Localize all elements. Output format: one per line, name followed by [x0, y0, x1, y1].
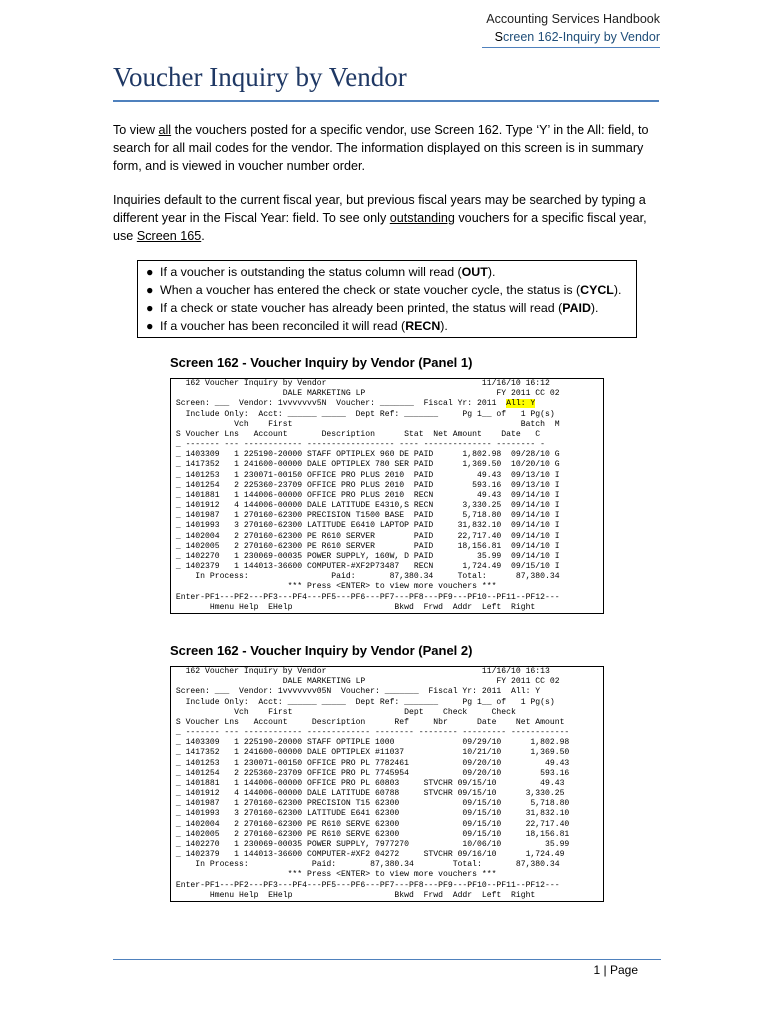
section-title	[486, 28, 660, 46]
panel2-line: _ 1401881 1 144006-00000 OFFICE PRO PL 60803 STVCHR 09/15/10 49.43	[171, 778, 565, 788]
panel1-line: _ 1401987 1 270160-62300 PRECISION T1500 BASE PAID 5,718.80 09/14/10 I	[171, 511, 560, 521]
intro-emphasis-all: all	[158, 123, 172, 137]
panel1-line: _ 1401253 1 230071-00150 OFFICE PRO PLUS 2010 PAID 49.43 09/13/10 I	[171, 470, 560, 480]
panel1-line: Hmenu Help EHelp Bkwd Frwd Addr Left Right	[171, 602, 536, 612]
bullet-text-end: ).	[613, 283, 622, 297]
fiscal-emphasis-outstanding: outstanding	[389, 211, 455, 225]
bullet-text-end: ).	[590, 301, 599, 315]
bullet-icon: ●	[146, 301, 154, 315]
panel2-line: _ ------- --- ------------ ------------- -------- -------- --------- ------------	[171, 728, 570, 738]
status-code: OUT	[461, 265, 488, 279]
fiscal-text-c: .	[201, 229, 205, 243]
panel2-line: _ 1402379 1 144013-36600 COMPUTER-#XF2 04272 STVCHR 09/16/10 1,724.49	[171, 850, 565, 860]
panel1-line: S Voucher Lns Account Description Stat Net Amount Date C	[171, 429, 541, 439]
bullet-item	[146, 281, 630, 299]
bullet-item	[146, 299, 630, 317]
bullet-text: When a voucher has entered the check or state voucher cycle, the status is (	[160, 283, 581, 297]
bullet-icon: ●	[146, 319, 154, 333]
panel2-line: _ 1401987 1 270160-62300 PRECISION T15 62300 09/15/10 5,718.80	[171, 799, 570, 809]
panel2-line: DALE MARKETING LP FY 2011 CC 02	[171, 677, 560, 687]
status-code: PAID	[562, 301, 591, 315]
panel2-line: _ 1401993 3 270160-62300 LATITUDE E641 62300 09/15/10 31,832.10	[171, 809, 570, 819]
panel2-line: 162 Voucher Inquiry by Vendor 11/16/10 16:13	[171, 667, 550, 676]
panel2-line: _ 1401253 1 230071-00150 OFFICE PRO PL 7782461 09/20/10 49.43	[171, 758, 570, 768]
bullet-text: If a check or state voucher has already been printed, the status will read (	[160, 301, 563, 315]
fiscal-text-a: Inquiries default to the current fiscal year, but previous fiscal years may be searched by typing a different year in the Fiscal Year: field. To see only	[113, 193, 646, 225]
section-title-initial: S	[494, 30, 503, 44]
panel1-line: Enter-PF1---PF2---PF3---PF4---PF5---PF6---PF7---PF8---PF9---PF10--PF11--PF12---	[171, 592, 560, 602]
panel2-line: _ 1417352 1 241600-00000 DALE OPTIPLEX #11037 10/21/10 1,369.50	[171, 748, 570, 758]
panel2-line: Include Only: Acct: ______ _____ Dept Ref: _______ Pg 1__ of 1 Pg(s)	[171, 697, 555, 707]
handbook-title: Accounting Services Handbook	[486, 12, 660, 26]
page-number: 1 | Page	[593, 963, 638, 977]
panel2-line: In Process: Paid: 87,380.34 Total: 87,380.34	[171, 860, 560, 870]
panel1-line: _ ------- --- ------------ ------------------ ---- -------------- -------- -	[171, 440, 545, 450]
panel1-line: *** Press <ENTER> to view more vouchers ***	[171, 582, 497, 592]
panel1-line: _ 1401881 1 144006-00000 OFFICE PRO PLUS 2010 RECN 49.43 09/14/10 I	[171, 490, 560, 500]
bullet-text-end: ).	[440, 319, 448, 333]
screen-165-link[interactable]: Screen 165	[136, 229, 202, 243]
panel2-line: Vch First Dept Check Check	[171, 707, 516, 717]
panel1-line: _ 1403309 1 225190-20000 STAFF OPTIPLEX 960 DE PAID 1,802.98 09/28/10 G	[171, 450, 560, 460]
panel1-line: _ 1402005 2 270160-62300 PE R610 SERVER PAID 18,156.81 09/14/10 I	[171, 541, 560, 551]
panel1-line: _ 1401912 4 144006-00000 DALE LATITUDE E4310,S RECN 3,330.25 09/14/10 I	[171, 501, 560, 511]
panel2-line: Screen: ___ Vendor: 1vvvvvvv05N Voucher: _______ Fiscal Yr: 2011 All: Y	[171, 687, 541, 697]
panel2-line: _ 1401912 4 144006-00000 DALE LATITUDE 60788 STVCHR 09/15/10 3,330.25	[171, 789, 565, 799]
panel2-line: S Voucher Lns Account Description Ref Nbr Date Net Amount	[171, 717, 565, 727]
section-title-rest: creen 162-Inquiry by Vendor	[502, 30, 660, 44]
all-field-highlight: All: Y	[506, 399, 536, 409]
panel2-line: _ 1402005 2 270160-62300 PE R610 SERVE 62300 09/15/10 18,156.81	[171, 829, 570, 839]
bullet-item	[146, 263, 630, 281]
panel1-line: _ 1402004 2 270160-62300 PE R610 SERVER PAID 22,717.40 09/14/10 I	[171, 531, 560, 541]
panel1-line: _ 1402270 1 230069-00035 POWER SUPPLY, 160W, D PAID 35.99 09/14/10 I	[171, 551, 560, 561]
bullet-icon: ●	[146, 265, 154, 279]
panel1-line: _ 1402379 1 144013-36600 COMPUTER-#XF2P73487 RECN 1,724.49 09/15/10 I	[171, 562, 560, 572]
bullet-icon: ●	[146, 283, 154, 297]
bullet-item	[146, 317, 630, 335]
panel2-terminal-screen	[170, 666, 604, 902]
page-title: Voucher Inquiry by Vendor	[113, 62, 407, 92]
panel1-line: _ 1401993 3 270160-62300 LATITUDE E6410 LAPTOP PAID 31,832.10 09/14/10 I	[171, 521, 560, 531]
bullet-text-end: ).	[487, 265, 496, 279]
status-code: CYCL	[580, 283, 614, 297]
panel1-line: Screen: ___ Vendor: 1vvvvvvv5N Voucher: _______ Fiscal Yr: 2011 All: Y	[171, 399, 536, 409]
panel1-caption: Screen 162 - Voucher Inquiry by Vendor (Panel 1)	[170, 355, 473, 370]
footer-divider	[113, 959, 661, 960]
panel1-line: Include Only: Acct: ______ _____ Dept Ref: _______ Pg 1__ of 1 Pg(s)	[171, 409, 555, 419]
status-bullet-box	[137, 260, 637, 338]
panel1-line: In Process: Paid: 87,380.34 Total: 87,380.34	[171, 572, 560, 582]
header-divider	[482, 47, 660, 48]
panel1-line: 162 Voucher Inquiry by Vendor 11/16/10 16:12	[171, 379, 550, 388]
panel2-line: _ 1402270 1 230069-00035 POWER SUPPLY, 7977270 10/06/10 35.99	[171, 839, 570, 849]
fiscal-text-b: vouchers for a specific fiscal year, use	[113, 211, 647, 243]
panel1-line: _ 1401254 2 225360-23709 OFFICE PRO PLUS 2010 PAID 593.16 09/13/10 I	[171, 480, 560, 490]
panel2-line: _ 1401254 2 225360-23709 OFFICE PRO PL 7745954 09/20/10 593.16	[171, 768, 570, 778]
panel1-line: _ 1417352 1 241600-00000 DALE OPTIPLEX 780 SER PAID 1,369.50 10/20/10 G	[171, 460, 560, 470]
page-header	[486, 10, 660, 46]
bullet-text: If a voucher has been reconciled it will read (	[160, 319, 406, 333]
intro-text-b: the vouchers posted for a specific vendor, use Screen 162. Type ‘Y’ in the All: field, to search for all mail codes for the vendor. The information displayed on this screen is in summary form, and is viewed in voucher number order.	[113, 123, 649, 173]
panel2-caption: Screen 162 - Voucher Inquiry by Vendor (Panel 2)	[170, 643, 473, 658]
intro-text-a: To view	[113, 123, 159, 137]
bullet-text: If a voucher is outstanding the status column will read (	[160, 265, 462, 279]
title-divider	[113, 100, 659, 102]
panel2-line: _ 1402004 2 270160-62300 PE R610 SERVE 62300 09/15/10 22,717.40	[171, 819, 570, 829]
panel2-line: _ 1403309 1 225190-20000 STAFF OPTIPLE 1000 09/29/10 1,802.98	[171, 738, 570, 748]
panel1-line: DALE MARKETING LP FY 2011 CC 02	[171, 389, 560, 399]
panel1-line: Vch First Batch M	[171, 419, 560, 429]
panel2-line: *** Press <ENTER> to view more vouchers ***	[171, 870, 497, 880]
intro-paragraph	[113, 121, 661, 175]
panel2-line: Hmenu Help EHelp Bkwd Frwd Addr Left Right	[171, 890, 536, 900]
status-code: RECN	[405, 319, 441, 333]
panel2-line: Enter-PF1---PF2---PF3---PF4---PF5---PF6---PF7---PF8---PF9---PF10--PF11--PF12---	[171, 880, 560, 890]
fiscal-year-paragraph	[113, 191, 661, 245]
panel1-terminal-screen	[170, 378, 604, 614]
